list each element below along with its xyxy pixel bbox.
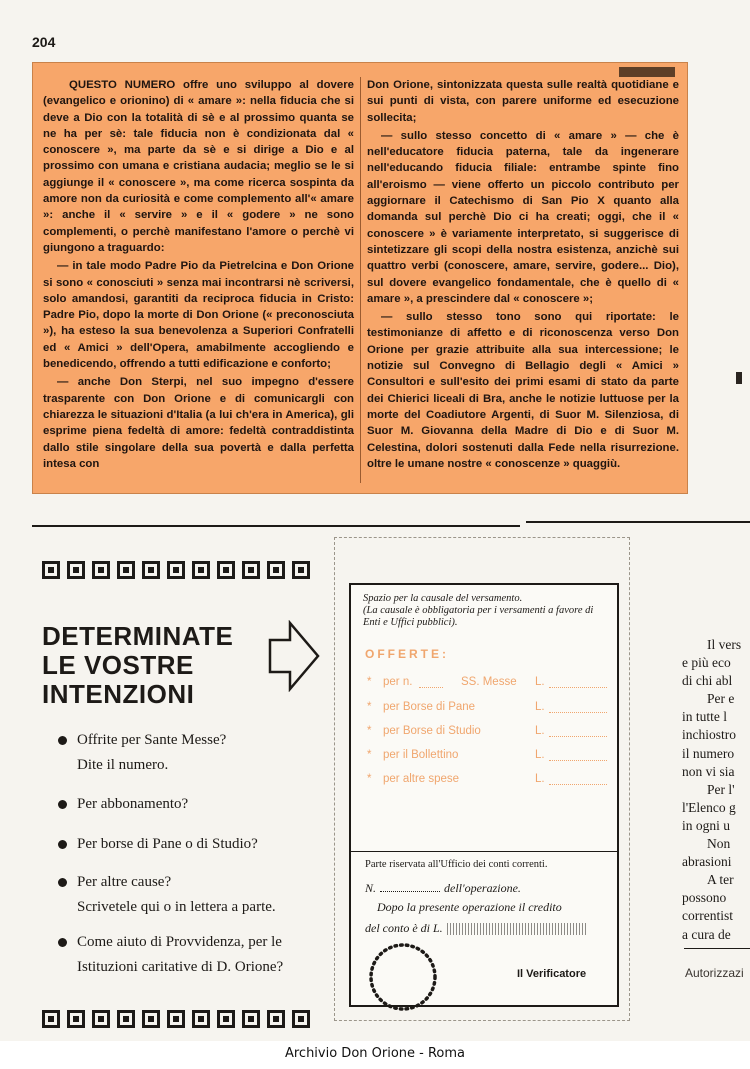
- currency-label: L.: [535, 773, 545, 785]
- bullet-text: Per abbonamento?: [77, 796, 189, 812]
- square-icon: [217, 1010, 235, 1028]
- square-icon: [42, 1010, 60, 1028]
- offer-label: per Borse di Pane: [383, 701, 476, 713]
- square-icon: [192, 1010, 210, 1028]
- square-icon: [167, 561, 185, 579]
- bullet-subtext: Dite il numero.: [77, 757, 169, 773]
- offer-row-masses[interactable]: [365, 676, 611, 692]
- arrow-right-icon: [268, 620, 320, 692]
- bullet-text: Come aiuto di Provvidenza, per le: [77, 934, 282, 950]
- form-divider: [351, 851, 617, 852]
- separator-rule: [526, 521, 750, 523]
- amount-field[interactable]: [549, 687, 607, 688]
- square-icon: [267, 561, 285, 579]
- headline-line: DETERMINATE: [42, 621, 234, 651]
- article-left-column: [43, 77, 361, 483]
- offer-label: per altre spese: [383, 773, 460, 785]
- square-icon: [142, 1010, 160, 1028]
- square-icon: [42, 561, 60, 579]
- n-label: N.: [365, 881, 377, 895]
- cutoff-line: l'Elenco g: [682, 799, 736, 815]
- star-icon: *: [367, 749, 372, 761]
- form-caption: [363, 593, 613, 629]
- offer-row-bulletin[interactable]: [365, 749, 611, 765]
- verifier-signature-field[interactable]: [489, 1005, 611, 1006]
- decorative-squares-top: [42, 561, 310, 579]
- payment-reason-form: [349, 583, 619, 1007]
- cutoff-line: Non: [707, 836, 731, 852]
- archive-footer: Archivio Don Orione - Roma: [284, 1046, 466, 1061]
- bullet-subtext: Scrivetele qui o in lettera a parte.: [77, 899, 276, 915]
- bullet-item: [58, 792, 188, 817]
- square-icon: [117, 1010, 135, 1028]
- amount-field[interactable]: [549, 712, 607, 713]
- cutoff-line: non vi sia: [682, 763, 735, 779]
- bullet-text: Per borse di Pane o di Studio?: [77, 836, 258, 852]
- article-paragraph: — anche Don Sterpi, nel suo impegno d'essere trasparente con Don Orione e di comunicargli con chiarezza le situazioni d'Italia (a lui ch'era in America), gli esprime piena fedeltà di amore: fedeltà contraddistinta dallo stile singolare della sua povertà e dalla perfetta intesa con: [43, 376, 354, 470]
- cutoff-line: di chi abl: [682, 673, 733, 689]
- bullet-icon: [58, 938, 67, 947]
- article-paragraph: — sullo stesso tono sono qui riportate: le testimonianze di affetto e di riconoscenza verso Don Orione per grazie attribuite alla sua intercessione; le notizie sul Convegno di Bellagio degli « Amici » Consultori e sull'esito dei primi esami di stato da parte dei Chierici liceali di Bra, anche le notizie luttuose per la morte del Coadiutore Argenti, di Suor M. Silenziosa, di Suor M. Giovanna della Madre di Dio e di Suor M. Celestina, dolori sostenuti dalla Fede nella risurrezione. oltre le umane nostre « conoscenze » quaggiù.: [367, 311, 679, 470]
- decorative-squares-bottom: [42, 1010, 310, 1028]
- cutoff-line: Per l': [707, 781, 735, 797]
- offer-label: per il Bollettino: [383, 749, 459, 761]
- offerte-title: OFFERTE:: [365, 647, 449, 661]
- cutoff-line: Il vers: [707, 637, 742, 652]
- page-number: 204: [32, 34, 56, 50]
- cutoff-line: A ter: [707, 872, 734, 888]
- operation-number-field[interactable]: [380, 891, 440, 892]
- verifier-label: Il Verificatore: [517, 968, 587, 980]
- square-icon: [217, 561, 235, 579]
- stamp-mark: [619, 67, 675, 77]
- bullet-item: [58, 728, 226, 778]
- form-caption-note: (La causale è obbligatoria per i versamenti a favore di Enti e Uffici pubblici).: [363, 605, 594, 628]
- offer-row-bread[interactable]: [365, 701, 611, 717]
- cutoff-line: in tutte l: [682, 709, 727, 725]
- amount-field[interactable]: [549, 784, 607, 785]
- currency-label: L.: [535, 749, 545, 761]
- separator-rule: [32, 525, 520, 527]
- cutoff-line: in ogni u: [682, 817, 731, 833]
- cutoff-line: il numero: [682, 745, 735, 761]
- square-icon: [92, 561, 110, 579]
- amount-field[interactable]: [549, 760, 607, 761]
- square-icon: [292, 1010, 310, 1028]
- star-icon: *: [367, 725, 372, 737]
- article-paragraph: QUESTO NUMERO offre uno sviluppo al dovere (evangelico e orionino) di « amare »: nella fiducia che si deve a Dio con la totalità di sè e al prossimo quanta se ne ha per sè: tale fiducia non è condizionata dal « conoscere », ma parte da sè e si dirige a Dio e al prossimo con umana e cristiana audacia; meglio se le si aggiunge il « conoscere », ma come ricerca sospinta da amore non da curiosità e come complemento all'« amare »: anche il « servire » e il « godere » ne sono complementi, o perchè manifestano l'amore o perchè vi giungono a traguardo:: [43, 79, 354, 254]
- form-caption-title: Spazio per la causale del versamento.: [363, 593, 523, 604]
- operation-label: dell'operazione.: [444, 881, 521, 895]
- offer-row-other[interactable]: [365, 773, 611, 789]
- star-icon: *: [367, 773, 372, 785]
- operation-number-line: [365, 881, 521, 896]
- bullet-subtext: Istituzioni caritative di D. Orione?: [77, 959, 284, 975]
- editorial-article-box: [32, 62, 688, 494]
- square-icon: [242, 561, 260, 579]
- headline-line: INTENZIONI: [42, 679, 195, 709]
- credit-line-2: del conto è di L.: [365, 921, 443, 935]
- right-cutoff-column: [682, 636, 750, 944]
- bullet-item: [58, 870, 276, 920]
- star-icon: *: [367, 676, 372, 688]
- article-paragraph: — sullo stesso concetto di « amare » — che è nell'educatore fiducia paterna, tale da ingenerare nell'educando fiducia filiale: entrambe spinte fino all'eroismo — viene offerto un piccolo contributo per aggiornare il Catechismo di San Pio X quanto alla domanda sul perchè Dio ci ha creati; oggi, che il « conoscere » è variamente interpretato, si suggerisce di sintetizzare gli scopi della nostra esistenza, anzichè sui quattro verbi (conoscere, amare, servire, godere... Dio), sul dovere evangelico fondamentale, che è quello di « amare », a prescindere dal « conoscere »;: [367, 129, 679, 305]
- cutoff-line: a cura de: [682, 926, 731, 942]
- cutoff-line: abrasioni: [682, 854, 732, 870]
- bullet-icon: [58, 800, 67, 809]
- bullet-item: [58, 832, 258, 857]
- postmark-circle-icon: [367, 941, 439, 1013]
- square-icon: [292, 561, 310, 579]
- office-reserved-label: Parte riservata all'Ufficio dei conti correnti.: [365, 859, 548, 870]
- bullet-item: [58, 930, 283, 980]
- cutoff-line: correntist: [682, 908, 733, 924]
- square-icon: [267, 1010, 285, 1028]
- square-icon: [142, 561, 160, 579]
- square-icon: [92, 1010, 110, 1028]
- article-paragraph: — in tale modo Padre Pio da Pietrelcina e Don Orione si sono « conosciuti » senza mai incontrarsi nè scriversi, solo amandosi, garantiti da reciproca fiducia in Cristo: Padre Pio, dopo la morte di Don Orione (« preconosciuta »), ha esteso la sua benevolenza a Superiori Confratelli ed « Amici » dell'Opera, amabilmente accogliendo e benedicendo, offrendo a tutti edificazione e conforto;: [43, 260, 354, 371]
- cutoff-line: possono: [682, 890, 727, 906]
- margin-mark: [736, 372, 742, 384]
- currency-label: L.: [535, 676, 545, 688]
- offer-label-secondary: SS. Messe: [461, 676, 517, 688]
- count-field[interactable]: [419, 687, 443, 688]
- square-icon: [192, 561, 210, 579]
- square-icon: [117, 561, 135, 579]
- cutoff-line: inchiostro: [682, 727, 736, 743]
- offer-label: per n.: [383, 676, 413, 688]
- article-paragraph: Don Orione, sintonizzata questa sulle realtà quotidiane e sui punti di vista, con parere uniforme ed esecuzione sollecita;: [367, 79, 679, 124]
- square-icon: [67, 561, 85, 579]
- bullet-icon: [58, 840, 67, 849]
- square-icon: [67, 1010, 85, 1028]
- bullet-text: Per altre cause?: [77, 874, 172, 890]
- offer-row-study[interactable]: [365, 725, 611, 741]
- amount-field[interactable]: [549, 736, 607, 737]
- square-icon: [167, 1010, 185, 1028]
- headline-line: LE VOSTRE: [42, 650, 194, 680]
- bullet-icon: [58, 736, 67, 745]
- authorization-label: Autorizzazi: [685, 966, 744, 980]
- currency-label: L.: [535, 725, 545, 737]
- offer-label: per Borse di Studio: [383, 725, 481, 737]
- bullet-text: Offrite per Sante Messe?: [77, 732, 227, 748]
- star-icon: *: [367, 701, 372, 713]
- currency-label: L.: [535, 701, 545, 713]
- cutoff-line: e più eco: [682, 655, 731, 671]
- credit-statement: [365, 897, 615, 939]
- separator-rule: [684, 948, 750, 949]
- credit-line-1: Dopo la presente operazione il credito: [377, 900, 562, 914]
- square-icon: [242, 1010, 260, 1028]
- promo-headline: [42, 622, 233, 709]
- credit-amount-field[interactable]: [447, 923, 587, 935]
- cutoff-line: Per e: [707, 691, 735, 707]
- article-right-column: [361, 77, 679, 483]
- bullet-icon: [58, 878, 67, 887]
